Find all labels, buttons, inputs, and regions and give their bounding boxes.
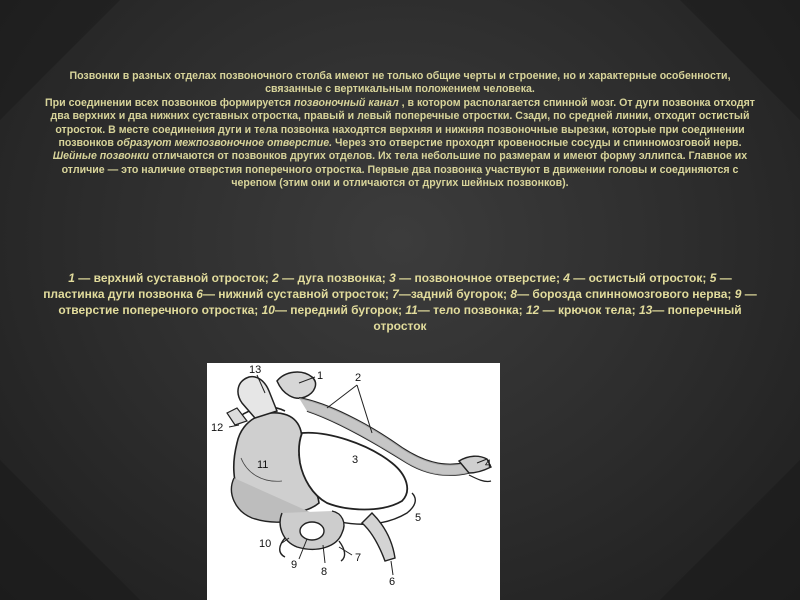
label-12: 12	[211, 422, 224, 434]
term-cervical-vertebrae: Шейные позвонки	[52, 150, 150, 163]
label-10: 10	[259, 538, 272, 550]
label-1: 1	[317, 370, 324, 382]
corner-decoration	[0, 460, 140, 600]
legend-item: 8— борозда спинномозгового нерва;	[510, 287, 735, 301]
label-6: 6	[389, 576, 396, 588]
paragraph-canal-text: Через это отверстие проходят кровеносные сосуды и спинномозговой нерв.	[332, 137, 742, 150]
label-11: 11	[257, 459, 269, 471]
paragraph-canal-text: При соединении всех позвонков формируется	[45, 96, 294, 109]
legend-item: 12 — крючок тела;	[525, 303, 639, 317]
description-text	[40, 70, 760, 191]
legend-item: 2 — дуга позвонка;	[272, 271, 390, 285]
legend-item: 13— поперечный отросток	[373, 303, 742, 333]
figure-legend	[40, 270, 760, 334]
paragraph-cervical	[40, 150, 760, 190]
legend-item: 7—задний бугорок;	[392, 287, 511, 301]
label-7: 7	[355, 552, 362, 564]
label-4: 4	[485, 458, 492, 470]
label-9: 9	[291, 559, 298, 571]
term-spinal-canal: позвоночный канал	[293, 96, 399, 109]
paragraph-intro	[40, 70, 760, 97]
label-5: 5	[415, 512, 422, 524]
legend-item: 11— тело позвонка;	[405, 303, 526, 317]
paragraph-intro-text: Позвонки в разных отделах позвоночного столба имеют не только общие черты и строение, но и характерные особенности, связанные с вертикальным положением человека.	[69, 70, 731, 96]
paragraph-cervical-text: отличаются от позвонков других отделов. Их тела небольшие по размерам и имеют форму эллипса. Главное их отличие — это наличие отверстия поперечного отростка. Первые два позвонка участвуют в движении головы и соединяются с черепом (этим они и отличаются от других шейных позвонков).	[61, 150, 748, 190]
label-2: 2	[355, 372, 362, 384]
vertebra-drawing	[207, 363, 500, 600]
label-8: 8	[321, 566, 328, 578]
legend-item: 4 — остистый отросток;	[563, 271, 710, 285]
corner-decoration	[660, 460, 800, 600]
legend-item: 9 — отверстие поперечного отростка;	[58, 287, 757, 317]
legend-item: 1 — верхний суставной отросток;	[68, 271, 273, 285]
label-3: 3	[352, 454, 359, 466]
term-intervertebral-foramen: образуют межпозвоночное отверстие.	[116, 137, 333, 150]
paragraph-canal	[40, 97, 760, 151]
legend-item: 5 — пластинка дуги позвонка	[43, 271, 732, 301]
vertebra-illustration	[207, 363, 500, 600]
legend-item: 6— нижний суставной отросток;	[196, 287, 393, 301]
legend-item: 10— передний бугорок;	[261, 303, 406, 317]
legend-item: 3 — позвоночное отверстие;	[389, 271, 564, 285]
label-13: 13	[249, 364, 262, 376]
paragraph-canal-text: , в котором располагается спинной мозг. От дуги позвонка отходят два верхних и два нижних суставных отростка, правый и левый поперечные отростки. Сзади, по средней линии, отходит остистый отросток. В месте соединения дуги и тела позвонка находятся верхняя и нижняя позвоночные вырезки, которые при соединении позвонков	[50, 96, 755, 150]
